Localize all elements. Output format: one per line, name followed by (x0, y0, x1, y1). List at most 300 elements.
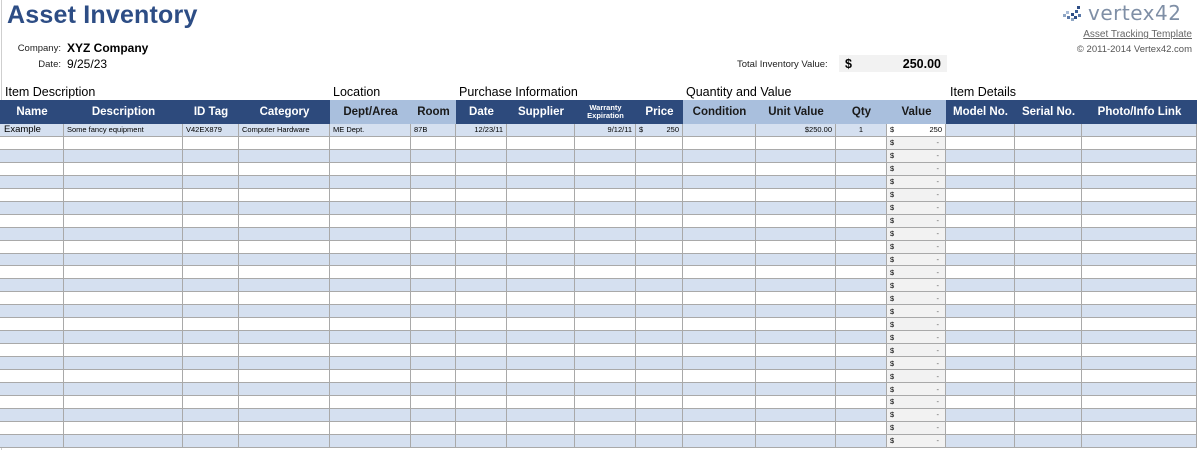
cell-warranty-expiration[interactable] (575, 202, 636, 215)
cell-value[interactable] (887, 241, 946, 254)
cell-room[interactable] (411, 344, 456, 357)
cell-room[interactable] (411, 292, 456, 305)
cell-description[interactable] (64, 292, 183, 305)
cell-category[interactable] (239, 292, 330, 305)
cell-serial-no[interactable] (1015, 124, 1082, 137)
cell-warranty-expiration[interactable] (575, 331, 636, 344)
cell-name[interactable] (0, 344, 64, 357)
cell-room[interactable] (411, 215, 456, 228)
cell-description[interactable] (64, 357, 183, 370)
cell-qty[interactable] (836, 266, 887, 279)
cell-id-tag[interactable]: V42EX879 (183, 124, 239, 137)
cell-room[interactable] (411, 331, 456, 344)
cell-category[interactable] (239, 202, 330, 215)
cell-room[interactable] (411, 163, 456, 176)
cell-serial-no[interactable] (1015, 396, 1082, 409)
cell-supplier[interactable] (507, 396, 575, 409)
cell-name[interactable] (0, 202, 64, 215)
cell-condition[interactable] (683, 228, 756, 241)
column-header-serial-no-[interactable]: Serial No. (1015, 100, 1082, 124)
cell-id-tag[interactable] (183, 266, 239, 279)
cell-description[interactable] (64, 202, 183, 215)
cell-serial-no[interactable] (1015, 189, 1082, 202)
cell-price[interactable] (636, 202, 683, 215)
cell-unit-value[interactable] (756, 370, 836, 383)
cell-photo-link[interactable] (1082, 396, 1197, 409)
cell-qty[interactable] (836, 409, 887, 422)
cell-supplier[interactable] (507, 150, 575, 163)
cell-description[interactable] (64, 396, 183, 409)
cell-supplier[interactable] (507, 422, 575, 435)
cell-photo-link[interactable] (1082, 241, 1197, 254)
cell-value[interactable] (887, 422, 946, 435)
cell-date[interactable] (456, 370, 507, 383)
column-header-date[interactable]: Date (456, 100, 507, 124)
cell-photo-link[interactable] (1082, 176, 1197, 189)
cell-unit-value[interactable] (756, 254, 836, 267)
column-header-room[interactable]: Room (411, 100, 456, 124)
cell-dept-area[interactable] (330, 409, 411, 422)
cell-name[interactable] (0, 279, 64, 292)
cell-serial-no[interactable] (1015, 228, 1082, 241)
cell-name[interactable] (0, 409, 64, 422)
cell-qty[interactable] (836, 150, 887, 163)
cell-room[interactable]: 87B (411, 124, 456, 137)
cell-category[interactable] (239, 344, 330, 357)
cell-qty[interactable] (836, 422, 887, 435)
cell-warranty-expiration[interactable] (575, 137, 636, 150)
cell-description[interactable] (64, 279, 183, 292)
cell-dept-area[interactable] (330, 254, 411, 267)
cell-qty[interactable] (836, 396, 887, 409)
column-header-supplier[interactable]: Supplier (507, 100, 575, 124)
cell-value[interactable] (887, 357, 946, 370)
cell-value[interactable] (887, 150, 946, 163)
cell-date[interactable] (456, 163, 507, 176)
cell-warranty-expiration[interactable] (575, 292, 636, 305)
cell-id-tag[interactable] (183, 435, 239, 448)
cell-value[interactable] (887, 409, 946, 422)
cell-condition[interactable] (683, 344, 756, 357)
cell-id-tag[interactable] (183, 396, 239, 409)
cell-category[interactable] (239, 370, 330, 383)
cell-category[interactable] (239, 409, 330, 422)
cell-category[interactable] (239, 176, 330, 189)
cell-photo-link[interactable] (1082, 163, 1197, 176)
cell-photo-link[interactable] (1082, 383, 1197, 396)
cell-model-no[interactable] (946, 176, 1015, 189)
cell-unit-value[interactable] (756, 202, 836, 215)
cell-description[interactable] (64, 254, 183, 267)
cell-unit-value[interactable] (756, 176, 836, 189)
cell-qty[interactable]: 1 (836, 124, 887, 137)
cell-value[interactable] (887, 305, 946, 318)
cell-date[interactable] (456, 189, 507, 202)
cell-price[interactable] (636, 266, 683, 279)
cell-value[interactable] (887, 228, 946, 241)
cell-description[interactable] (64, 241, 183, 254)
cell-photo-link[interactable] (1082, 409, 1197, 422)
cell-warranty-expiration[interactable] (575, 163, 636, 176)
cell-warranty-expiration[interactable] (575, 370, 636, 383)
cell-date[interactable] (456, 409, 507, 422)
cell-warranty-expiration[interactable] (575, 305, 636, 318)
cell-model-no[interactable] (946, 344, 1015, 357)
cell-value[interactable] (887, 254, 946, 267)
cell-price[interactable] (636, 357, 683, 370)
cell-condition[interactable] (683, 163, 756, 176)
cell-price[interactable] (636, 435, 683, 448)
cell-supplier[interactable] (507, 137, 575, 150)
company-value[interactable]: XYZ Company (67, 41, 149, 55)
column-header-value[interactable]: Value (887, 100, 946, 124)
cell-supplier[interactable] (507, 383, 575, 396)
cell-unit-value[interactable] (756, 357, 836, 370)
cell-qty[interactable] (836, 163, 887, 176)
cell-unit-value[interactable] (756, 318, 836, 331)
cell-value[interactable] (887, 215, 946, 228)
cell-name[interactable] (0, 383, 64, 396)
cell-price[interactable] (636, 409, 683, 422)
cell-model-no[interactable] (946, 292, 1015, 305)
cell-supplier[interactable] (507, 305, 575, 318)
cell-condition[interactable] (683, 266, 756, 279)
cell-photo-link[interactable] (1082, 189, 1197, 202)
cell-date[interactable]: 12/23/11 (456, 124, 507, 137)
cell-condition[interactable] (683, 357, 756, 370)
cell-name[interactable] (0, 241, 64, 254)
column-header-description[interactable]: Description (64, 100, 183, 124)
cell-name[interactable] (0, 215, 64, 228)
cell-model-no[interactable] (946, 331, 1015, 344)
cell-photo-link[interactable] (1082, 344, 1197, 357)
cell-date[interactable] (456, 396, 507, 409)
cell-qty[interactable] (836, 241, 887, 254)
cell-warranty-expiration[interactable] (575, 189, 636, 202)
cell-serial-no[interactable] (1015, 357, 1082, 370)
cell-description[interactable] (64, 435, 183, 448)
cell-condition[interactable] (683, 176, 756, 189)
cell-supplier[interactable] (507, 163, 575, 176)
cell-condition[interactable] (683, 215, 756, 228)
cell-dept-area[interactable] (330, 215, 411, 228)
cell-category[interactable] (239, 241, 330, 254)
cell-serial-no[interactable] (1015, 422, 1082, 435)
cell-description[interactable] (64, 318, 183, 331)
cell-qty[interactable] (836, 279, 887, 292)
cell-model-no[interactable] (946, 383, 1015, 396)
cell-category[interactable] (239, 189, 330, 202)
cell-date[interactable] (456, 435, 507, 448)
cell-name[interactable] (0, 370, 64, 383)
cell-id-tag[interactable] (183, 370, 239, 383)
cell-serial-no[interactable] (1015, 318, 1082, 331)
cell-condition[interactable] (683, 292, 756, 305)
cell-room[interactable] (411, 279, 456, 292)
column-header-photo-info-link[interactable]: Photo/Info Link (1082, 100, 1197, 124)
cell-id-tag[interactable] (183, 150, 239, 163)
cell-date[interactable] (456, 254, 507, 267)
cell-model-no[interactable] (946, 124, 1015, 137)
cell-photo-link[interactable] (1082, 435, 1197, 448)
cell-dept-area[interactable] (330, 266, 411, 279)
cell-id-tag[interactable] (183, 357, 239, 370)
cell-unit-value[interactable] (756, 344, 836, 357)
cell-id-tag[interactable] (183, 137, 239, 150)
cell-photo-link[interactable] (1082, 137, 1197, 150)
column-header-category[interactable]: Category (239, 100, 330, 124)
cell-description[interactable] (64, 137, 183, 150)
cell-supplier[interactable] (507, 357, 575, 370)
cell-description[interactable] (64, 383, 183, 396)
cell-serial-no[interactable] (1015, 163, 1082, 176)
cell-dept-area[interactable] (330, 279, 411, 292)
cell-dept-area[interactable] (330, 292, 411, 305)
cell-serial-no[interactable] (1015, 409, 1082, 422)
cell-qty[interactable] (836, 189, 887, 202)
cell-unit-value[interactable] (756, 215, 836, 228)
cell-category[interactable] (239, 150, 330, 163)
cell-category[interactable]: Computer Hardware (239, 124, 330, 137)
column-header-id-tag[interactable]: ID Tag (183, 100, 239, 124)
cell-name[interactable] (0, 228, 64, 241)
cell-condition[interactable] (683, 150, 756, 163)
cell-unit-value[interactable] (756, 396, 836, 409)
cell-category[interactable] (239, 228, 330, 241)
cell-supplier[interactable] (507, 409, 575, 422)
cell-model-no[interactable] (946, 137, 1015, 150)
cell-model-no[interactable] (946, 189, 1015, 202)
cell-date[interactable] (456, 344, 507, 357)
cell-id-tag[interactable] (183, 202, 239, 215)
cell-dept-area[interactable] (330, 163, 411, 176)
cell-value[interactable] (887, 396, 946, 409)
cell-unit-value[interactable] (756, 163, 836, 176)
cell-supplier[interactable] (507, 241, 575, 254)
cell-warranty-expiration[interactable]: 9/12/11 (575, 124, 636, 137)
cell-serial-no[interactable] (1015, 383, 1082, 396)
cell-value[interactable] (887, 137, 946, 150)
cell-photo-link[interactable] (1082, 331, 1197, 344)
cell-warranty-expiration[interactable] (575, 318, 636, 331)
cell-photo-link[interactable] (1082, 215, 1197, 228)
cell-supplier[interactable] (507, 318, 575, 331)
cell-supplier[interactable] (507, 202, 575, 215)
cell-price[interactable] (636, 150, 683, 163)
cell-value[interactable] (887, 318, 946, 331)
cell-name[interactable] (0, 396, 64, 409)
cell-condition[interactable] (683, 279, 756, 292)
cell-room[interactable] (411, 435, 456, 448)
cell-category[interactable] (239, 422, 330, 435)
cell-room[interactable] (411, 228, 456, 241)
cell-warranty-expiration[interactable] (575, 357, 636, 370)
cell-unit-value[interactable] (756, 409, 836, 422)
cell-description[interactable] (64, 422, 183, 435)
cell-name[interactable]: Example (0, 124, 64, 137)
cell-category[interactable] (239, 137, 330, 150)
cell-dept-area[interactable] (330, 202, 411, 215)
cell-warranty-expiration[interactable] (575, 422, 636, 435)
cell-supplier[interactable] (507, 254, 575, 267)
cell-description[interactable] (64, 163, 183, 176)
cell-description[interactable] (64, 370, 183, 383)
cell-serial-no[interactable] (1015, 344, 1082, 357)
cell-room[interactable] (411, 254, 456, 267)
cell-price[interactable] (636, 228, 683, 241)
column-header-dept-area[interactable]: Dept/Area (330, 100, 411, 124)
cell-supplier[interactable] (507, 331, 575, 344)
cell-id-tag[interactable] (183, 305, 239, 318)
cell-model-no[interactable] (946, 409, 1015, 422)
cell-date[interactable] (456, 279, 507, 292)
cell-id-tag[interactable] (183, 254, 239, 267)
cell-name[interactable] (0, 305, 64, 318)
cell-date[interactable] (456, 305, 507, 318)
cell-date[interactable] (456, 292, 507, 305)
cell-condition[interactable] (683, 254, 756, 267)
cell-photo-link[interactable] (1082, 292, 1197, 305)
cell-qty[interactable] (836, 383, 887, 396)
cell-serial-no[interactable] (1015, 305, 1082, 318)
cell-name[interactable] (0, 292, 64, 305)
cell-photo-link[interactable] (1082, 357, 1197, 370)
cell-id-tag[interactable] (183, 189, 239, 202)
cell-serial-no[interactable] (1015, 215, 1082, 228)
cell-photo-link[interactable] (1082, 422, 1197, 435)
cell-unit-value[interactable] (756, 266, 836, 279)
cell-price[interactable] (636, 370, 683, 383)
cell-id-tag[interactable] (183, 215, 239, 228)
cell-photo-link[interactable] (1082, 370, 1197, 383)
cell-dept-area[interactable] (330, 422, 411, 435)
cell-date[interactable] (456, 202, 507, 215)
cell-unit-value[interactable] (756, 228, 836, 241)
cell-dept-area[interactable]: ME Dept. (330, 124, 411, 137)
column-header-price[interactable]: Price (636, 100, 683, 124)
cell-model-no[interactable] (946, 228, 1015, 241)
cell-serial-no[interactable] (1015, 137, 1082, 150)
cell-dept-area[interactable] (330, 370, 411, 383)
cell-photo-link[interactable] (1082, 266, 1197, 279)
cell-date[interactable] (456, 331, 507, 344)
cell-dept-area[interactable] (330, 344, 411, 357)
cell-description[interactable] (64, 331, 183, 344)
cell-warranty-expiration[interactable] (575, 254, 636, 267)
cell-photo-link[interactable] (1082, 318, 1197, 331)
cell-supplier[interactable] (507, 344, 575, 357)
cell-supplier[interactable] (507, 266, 575, 279)
cell-model-no[interactable] (946, 241, 1015, 254)
cell-condition[interactable] (683, 124, 756, 137)
cell-price[interactable] (636, 176, 683, 189)
cell-qty[interactable] (836, 228, 887, 241)
cell-condition[interactable] (683, 396, 756, 409)
cell-room[interactable] (411, 370, 456, 383)
cell-serial-no[interactable] (1015, 150, 1082, 163)
cell-price[interactable] (636, 137, 683, 150)
cell-condition[interactable] (683, 318, 756, 331)
cell-serial-no[interactable] (1015, 331, 1082, 344)
cell-dept-area[interactable] (330, 228, 411, 241)
cell-value[interactable] (887, 176, 946, 189)
cell-value[interactable] (887, 163, 946, 176)
cell-photo-link[interactable] (1082, 124, 1197, 137)
cell-unit-value[interactable] (756, 279, 836, 292)
cell-id-tag[interactable] (183, 241, 239, 254)
cell-category[interactable] (239, 254, 330, 267)
cell-model-no[interactable] (946, 422, 1015, 435)
cell-model-no[interactable] (946, 318, 1015, 331)
cell-room[interactable] (411, 305, 456, 318)
cell-room[interactable] (411, 383, 456, 396)
cell-warranty-expiration[interactable] (575, 279, 636, 292)
cell-photo-link[interactable] (1082, 254, 1197, 267)
cell-room[interactable] (411, 202, 456, 215)
column-header-model-no-[interactable]: Model No. (946, 100, 1015, 124)
cell-serial-no[interactable] (1015, 266, 1082, 279)
cell-price[interactable] (636, 331, 683, 344)
cell-description[interactable] (64, 176, 183, 189)
cell-qty[interactable] (836, 331, 887, 344)
cell-date[interactable] (456, 150, 507, 163)
cell-category[interactable] (239, 163, 330, 176)
cell-date[interactable] (456, 228, 507, 241)
column-header-name[interactable]: Name (0, 100, 64, 124)
cell-name[interactable] (0, 318, 64, 331)
cell-dept-area[interactable] (330, 305, 411, 318)
cell-supplier[interactable] (507, 189, 575, 202)
cell-description[interactable]: Some fancy equipment (64, 124, 183, 137)
cell-id-tag[interactable] (183, 318, 239, 331)
cell-unit-value[interactable] (756, 150, 836, 163)
cell-value[interactable] (887, 331, 946, 344)
cell-id-tag[interactable] (183, 344, 239, 357)
cell-room[interactable] (411, 150, 456, 163)
cell-supplier[interactable] (507, 215, 575, 228)
cell-dept-area[interactable] (330, 331, 411, 344)
cell-dept-area[interactable] (330, 176, 411, 189)
cell-unit-value[interactable] (756, 305, 836, 318)
cell-room[interactable] (411, 357, 456, 370)
cell-description[interactable] (64, 266, 183, 279)
cell-name[interactable] (0, 254, 64, 267)
cell-photo-link[interactable] (1082, 228, 1197, 241)
cell-value[interactable] (887, 279, 946, 292)
cell-description[interactable] (64, 305, 183, 318)
cell-qty[interactable] (836, 292, 887, 305)
cell-supplier[interactable] (507, 435, 575, 448)
cell-dept-area[interactable] (330, 137, 411, 150)
cell-id-tag[interactable] (183, 409, 239, 422)
cell-warranty-expiration[interactable] (575, 215, 636, 228)
cell-dept-area[interactable] (330, 357, 411, 370)
cell-category[interactable] (239, 396, 330, 409)
cell-date[interactable] (456, 215, 507, 228)
cell-warranty-expiration[interactable] (575, 409, 636, 422)
cell-photo-link[interactable] (1082, 150, 1197, 163)
cell-name[interactable] (0, 163, 64, 176)
cell-condition[interactable] (683, 370, 756, 383)
cell-condition[interactable] (683, 409, 756, 422)
cell-condition[interactable] (683, 435, 756, 448)
cell-room[interactable] (411, 422, 456, 435)
cell-id-tag[interactable] (183, 422, 239, 435)
cell-value[interactable] (887, 383, 946, 396)
cell-serial-no[interactable] (1015, 176, 1082, 189)
cell-unit-value[interactable] (756, 189, 836, 202)
cell-price[interactable] (636, 215, 683, 228)
